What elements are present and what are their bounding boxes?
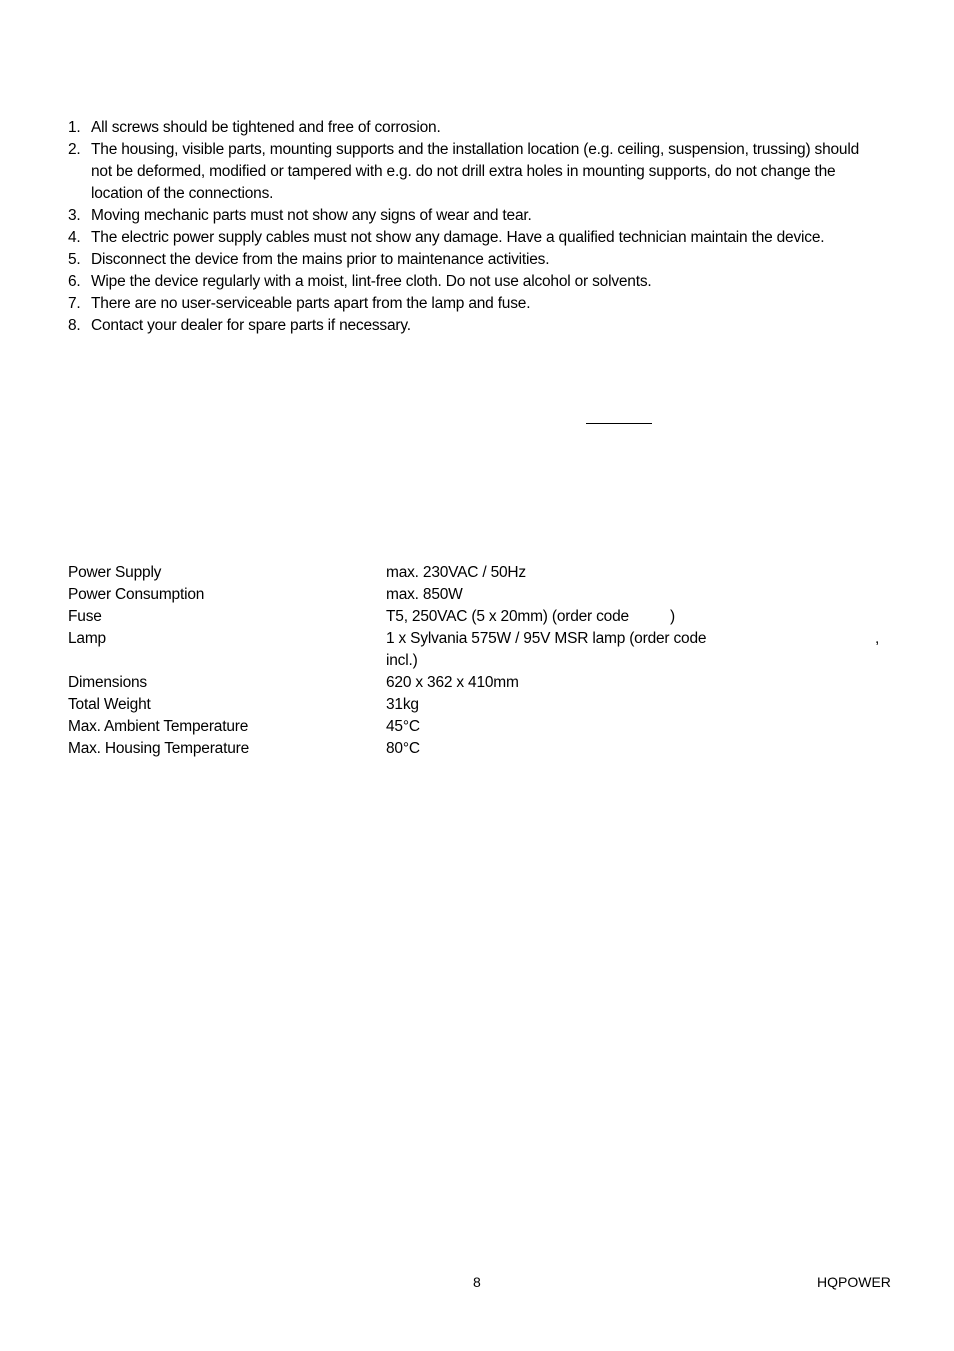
list-item-number: 5. [68,251,81,268]
spec-label-empty [68,650,386,672]
spec-value: 31kg [386,696,419,713]
spec-row-ambient-temperature [68,716,888,738]
list-item-text: Disconnect the device from the mains prior to maintenance activities. [91,251,550,268]
spec-value: 45°C [386,718,420,735]
spec-value: 620 x 362 x 410mm [386,674,519,691]
list-item [68,315,868,337]
list-item-text: The electric power supply cables must not show any damage. Have a qualified technician maintain the device. [91,229,825,246]
spec-row-lamp-continued [68,650,888,672]
list-item [68,249,868,271]
list-item [68,293,868,315]
list-item [68,205,868,227]
specifications-table [68,562,888,760]
spec-value-lamp [386,628,888,650]
list-item [68,139,868,205]
spec-row-fuse [68,606,888,628]
list-item-number: 1. [68,119,81,136]
spec-row-lamp [68,628,888,650]
list-item-text: Wipe the device regularly with a moist, lint-free cloth. Do not use alcohol or solvents. [91,273,652,290]
list-item-text: Moving mechanic parts must not show any signs of wear and tear. [91,207,532,224]
spec-row-total-weight [68,694,888,716]
list-item-number: 2. [68,141,81,158]
spec-value-comma: , [875,630,880,647]
list-item [68,271,868,293]
footer-brand: HQPOWER [817,1274,891,1290]
spec-label: Lamp [68,630,106,647]
list-item [68,117,868,139]
list-item [68,227,868,249]
spec-row-housing-temperature [68,738,888,760]
spec-row-power-supply [68,562,888,584]
spec-value: 80°C [386,740,420,757]
spec-label: Power Consumption [68,586,205,603]
list-item-number: 4. [68,229,81,246]
page-number: 8 [473,1274,481,1290]
list-item-text: The housing, visible parts, mounting supports and the installation location (e.g. ceiling, suspension, trussing) should not be deformed, modified or tampered with e.g. do not drill extra holes in mounting supports, do not change the location of the connections. [91,141,860,202]
spec-value: T5, 250VAC (5 x 20mm) (order code ) [386,608,675,625]
spec-label: Dimensions [68,674,147,691]
spec-value-line: incl.) [386,652,418,669]
list-item-text: All screws should be tightened and free of corrosion. [91,119,441,136]
list-item-number: 7. [68,295,81,312]
list-item-number: 6. [68,273,81,290]
spec-label: Power Supply [68,564,162,581]
spec-row-dimensions [68,672,888,694]
spec-label: Max. Ambient Temperature [68,718,249,735]
spec-value: max. 850W [386,586,463,603]
spec-value-line: 1 x Sylvania 575W / 95V MSR lamp (order code [386,630,707,647]
list-item-text: Contact your dealer for spare parts if necessary. [91,317,411,334]
maintenance-list [68,117,868,337]
list-item-number: 8. [68,317,81,334]
list-item-text: There are no user-serviceable parts apart from the lamp and fuse. [91,295,531,312]
spec-label: Max. Housing Temperature [68,740,250,757]
horizontal-rule [586,423,652,424]
spec-label: Total Weight [68,696,151,713]
list-item-number: 3. [68,207,81,224]
spec-row-power-consumption [68,584,888,606]
spec-value: max. 230VAC / 50Hz [386,564,526,581]
spec-label: Fuse [68,608,102,625]
